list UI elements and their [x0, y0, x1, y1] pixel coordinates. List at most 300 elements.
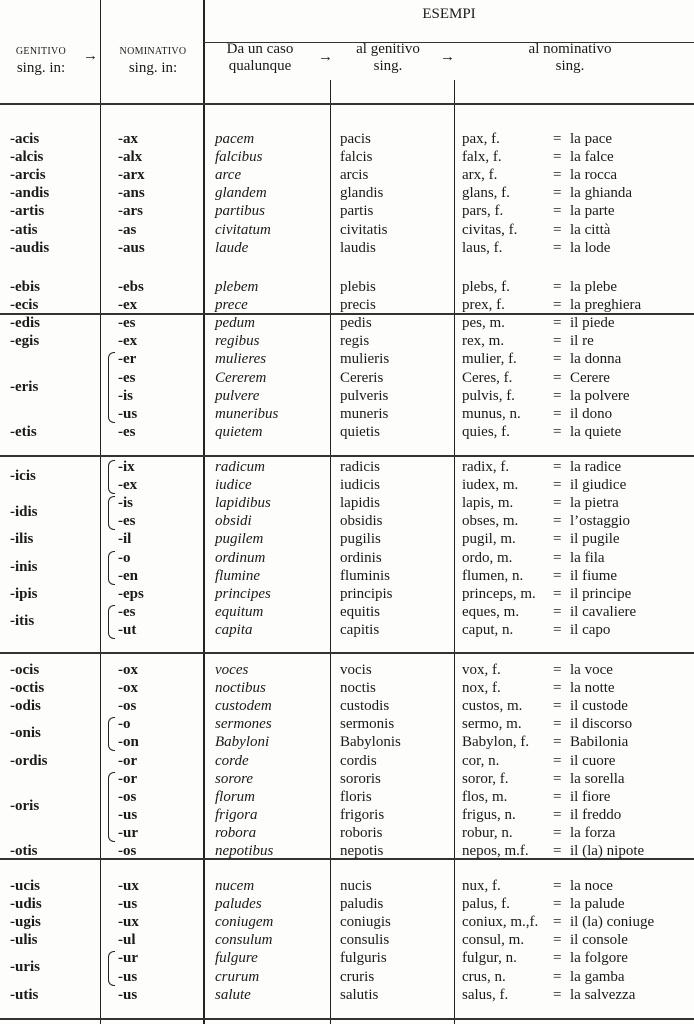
- genitive-ending-text: -idis: [10, 504, 38, 521]
- genitive-ending-text: -ipis: [10, 585, 38, 602]
- italian-meaning: il capo: [570, 621, 611, 638]
- example-nominative: consul: [462, 932, 502, 949]
- example-any-case: Cererem: [215, 369, 267, 386]
- example-nominative: cor: [462, 752, 481, 769]
- example-genitive: coniugis: [340, 914, 391, 931]
- example-genitive: lapidis: [340, 495, 380, 512]
- table-row: [0, 842, 694, 860]
- header-genitivo-sub: sing. in:: [16, 60, 66, 76]
- comma-separator: ,: [504, 567, 512, 584]
- equals-sign: =: [553, 297, 562, 314]
- example-nominative-entry: [462, 788, 507, 806]
- equals-sign: =: [553, 567, 562, 584]
- example-genitive: falcis: [340, 149, 373, 166]
- table-row: [0, 585, 694, 603]
- comma-separator: ,: [489, 549, 497, 566]
- example-any-case: ordinum: [215, 549, 266, 566]
- example-genitive: custodis: [340, 698, 390, 715]
- italian-meaning: il console: [570, 932, 628, 949]
- italian-meaning: il (la) nipote: [570, 843, 645, 859]
- example-nominative: flumen: [462, 567, 505, 584]
- example-nominative-entry: [462, 512, 518, 530]
- example-genitive: paludis: [340, 896, 384, 913]
- comma-separator: ,: [484, 680, 492, 697]
- header-genitivo-label: GENITIVO: [15, 46, 67, 57]
- table-row: [0, 314, 694, 332]
- nominative-ending: -o: [118, 716, 131, 733]
- table-row: [0, 221, 694, 239]
- equals-sign: =: [553, 405, 562, 422]
- table-row: [0, 405, 694, 423]
- italian-meaning: il fiume: [570, 567, 618, 584]
- example-genitive: nucis: [340, 878, 372, 894]
- example-genitive: cordis: [340, 752, 377, 769]
- example-any-case: radicum: [215, 459, 265, 475]
- header-caso: [210, 41, 310, 75]
- nominative-ending: -ur: [118, 824, 138, 841]
- header-caso-line1: Da un caso: [226, 41, 294, 57]
- example-genitive: nepotis: [340, 843, 384, 859]
- header-rule: [0, 103, 694, 105]
- example-nominative: ordo: [462, 549, 490, 566]
- italian-meaning: il freddo: [570, 806, 622, 823]
- italian-meaning: il cuore: [570, 752, 616, 769]
- gender: m.: [508, 932, 525, 949]
- table-row: [0, 184, 694, 202]
- gender: m.,f.: [510, 914, 539, 931]
- example-genitive: ordinis: [340, 549, 382, 566]
- genitive-ending-text: -inis: [10, 558, 38, 575]
- comma-separator: ,: [496, 603, 504, 620]
- nominative-ending: -ux: [118, 878, 139, 894]
- italian-meaning: la falce: [570, 149, 614, 166]
- equals-sign: =: [553, 279, 562, 295]
- header-genitivo: [0, 43, 82, 77]
- table-row: [0, 278, 694, 296]
- gender: n.: [501, 621, 514, 638]
- nominative-ending: -or: [118, 752, 138, 769]
- gender: m.: [502, 477, 519, 494]
- example-any-case: iudice: [215, 477, 252, 494]
- header-caso-line2: qualunque: [228, 58, 292, 74]
- nominative-ending: -il: [118, 531, 132, 548]
- example-nominative-entry: [462, 697, 522, 715]
- header-nex-line1: al nominativo: [528, 41, 612, 57]
- gender: m.: [488, 333, 505, 350]
- italian-meaning: il giudice: [570, 477, 627, 494]
- example-nominative: pes: [462, 315, 482, 332]
- comma-separator: ,: [490, 495, 498, 512]
- bottom-rule: [0, 1018, 694, 1020]
- example-nominative-entry: [462, 166, 497, 184]
- italian-meaning: la rocca: [570, 167, 618, 184]
- genitive-ending-text: -artis: [10, 203, 45, 220]
- example-nominative: pars: [462, 203, 487, 220]
- example-nominative-entry: [462, 895, 510, 913]
- italian-meaning: la parte: [570, 203, 615, 220]
- gender: f.: [491, 131, 500, 147]
- example-nominative: pugil: [462, 531, 493, 548]
- nominative-ending: -es: [118, 513, 136, 530]
- equals-sign: =: [553, 986, 562, 1003]
- comma-separator: ,: [493, 896, 502, 913]
- italian-meaning: la quiete: [570, 423, 622, 440]
- italian-meaning: il (la) coniuge: [570, 914, 655, 931]
- table-row: [0, 458, 694, 476]
- example-any-case: pacem: [215, 131, 255, 147]
- genitive-ending-text: -icis: [10, 468, 36, 485]
- header-nominativo-sub: sing. in:: [128, 60, 178, 76]
- example-any-case: plebem: [215, 279, 259, 295]
- example-nominative: flos: [462, 788, 485, 805]
- table-row: [0, 494, 694, 512]
- example-nominative: laus: [462, 239, 487, 256]
- example-nominative: nepos: [462, 843, 497, 859]
- example-nominative: palus: [462, 896, 494, 913]
- gender: m.: [503, 603, 520, 620]
- nominative-ending: -is: [118, 495, 133, 512]
- comma-separator: ,: [498, 950, 506, 967]
- equals-sign: =: [553, 167, 562, 184]
- example-genitive: pacis: [340, 131, 371, 147]
- gender: f.: [501, 185, 510, 202]
- equals-sign: =: [553, 878, 562, 894]
- example-nominative-entry: [462, 530, 516, 548]
- example-any-case: crurum: [215, 968, 260, 985]
- table-row: [0, 567, 694, 585]
- example-genitive: Babylonis: [340, 734, 401, 751]
- example-nominative-entry: [462, 549, 512, 567]
- table-row: [0, 697, 694, 715]
- italian-meaning: il discorso: [570, 716, 633, 733]
- nominative-ending: -us: [118, 986, 138, 1003]
- example-nominative-entry: [462, 405, 521, 423]
- example-genitive: fluminis: [340, 567, 391, 584]
- example-nominative: iudex: [462, 477, 496, 494]
- example-any-case: pugilem: [215, 531, 264, 548]
- example-nominative-entry: [462, 387, 515, 405]
- example-nominative: civitas: [462, 221, 502, 238]
- gender: f.: [499, 770, 509, 787]
- example-genitive: obsidis: [340, 513, 383, 530]
- comma-separator: ,: [492, 986, 500, 1003]
- nominative-ending: -ex: [118, 477, 138, 494]
- comma-separator: ,: [512, 734, 521, 751]
- equals-sign: =: [553, 351, 562, 368]
- example-nominative: Babylon: [462, 734, 513, 751]
- comma-separator: ,: [486, 239, 494, 256]
- gender: f.: [494, 203, 504, 220]
- equals-sign: =: [553, 824, 562, 841]
- gender: f.: [506, 387, 515, 404]
- example-nominative: obses: [462, 513, 496, 530]
- example-any-case: regibus: [215, 333, 260, 350]
- table-row: [0, 824, 694, 842]
- comma-separator: ,: [512, 585, 521, 602]
- italian-meaning: la ghianda: [570, 185, 633, 202]
- equals-sign: =: [553, 806, 562, 823]
- nominative-ending: -is: [118, 387, 133, 404]
- example-genitive: mulieris: [340, 351, 390, 368]
- example-genitive: vocis: [340, 662, 372, 678]
- table-row: [0, 986, 694, 1004]
- comma-separator: ,: [496, 369, 504, 386]
- example-nominative-entry: [462, 369, 512, 387]
- nominative-ending: -us: [118, 896, 138, 913]
- example-nominative: soror: [462, 770, 493, 787]
- nominative-ending: -es: [118, 369, 136, 386]
- example-nominative: vox: [462, 662, 485, 678]
- example-nominative: fulgur: [462, 950, 499, 967]
- example-any-case: sermones: [215, 716, 272, 733]
- equals-sign: =: [553, 185, 562, 202]
- italian-meaning: la città: [570, 221, 611, 238]
- comma-separator: ,: [502, 914, 511, 931]
- example-nominative: princeps: [462, 585, 513, 602]
- table-row: [0, 806, 694, 824]
- gender: f.: [492, 149, 502, 166]
- equals-sign: =: [553, 149, 562, 166]
- table-row: [0, 148, 694, 166]
- gender: f.: [492, 662, 501, 678]
- example-nominative-entry: [462, 715, 522, 733]
- comma-separator: ,: [498, 716, 507, 733]
- genitive-ending-text: -arcis: [10, 167, 46, 184]
- table-row: [0, 949, 694, 967]
- example-genitive: pugilis: [340, 531, 381, 548]
- italian-meaning: il custode: [570, 698, 628, 715]
- equals-sign: =: [553, 896, 562, 913]
- example-nominative-entry: [462, 877, 501, 895]
- nominative-ending: -ut: [118, 621, 137, 638]
- nominative-ending: -es: [118, 423, 136, 440]
- comma-separator: ,: [494, 621, 502, 638]
- gender: f.: [500, 459, 510, 475]
- genitive-ending-text: -eris: [10, 378, 39, 395]
- example-nominative: pulvis: [462, 387, 499, 404]
- example-any-case: obsidi: [215, 513, 252, 530]
- table-row: [0, 788, 694, 806]
- table-row: [0, 476, 694, 494]
- comma-separator: ,: [497, 806, 505, 823]
- italian-meaning: la donna: [570, 351, 622, 368]
- genitive-ending-text: -ugis: [10, 914, 41, 931]
- italian-meaning: la gamba: [570, 968, 625, 985]
- example-genitive: roboris: [340, 824, 383, 841]
- genitive-ending-text: -udis: [10, 896, 42, 913]
- gender: f.: [492, 878, 501, 894]
- italian-meaning: la forza: [570, 824, 616, 841]
- table-row: [0, 239, 694, 257]
- example-any-case: capita: [215, 621, 253, 638]
- italian-meaning: la pietra: [570, 495, 619, 512]
- nominative-ending: -or: [118, 770, 138, 787]
- nominative-ending: -en: [118, 567, 138, 584]
- table-row: [0, 603, 694, 621]
- example-nominative: radix: [462, 459, 493, 475]
- example-nominative-entry: [462, 585, 536, 603]
- table-row: [0, 931, 694, 949]
- example-genitive: precis: [340, 297, 376, 314]
- equals-sign: =: [553, 513, 562, 530]
- group-separator: [0, 455, 694, 457]
- table-row: [0, 130, 694, 148]
- comma-separator: ,: [483, 131, 492, 147]
- example-any-case: voces: [215, 662, 249, 678]
- example-genitive: radicis: [340, 459, 380, 475]
- example-nominative: munus: [462, 405, 503, 422]
- example-any-case: corde: [215, 752, 249, 769]
- example-nominative: salus: [462, 986, 492, 1003]
- example-nominative-entry: [462, 949, 517, 967]
- comma-separator: ,: [501, 221, 509, 238]
- example-nominative: Ceres: [462, 369, 497, 386]
- example-nominative-entry: [462, 458, 509, 476]
- equals-sign: =: [553, 914, 562, 931]
- example-nominative: falx: [462, 149, 486, 166]
- table-row: [0, 387, 694, 405]
- example-any-case: civitatum: [215, 221, 271, 238]
- genitive-ending-text: -ecis: [10, 297, 39, 314]
- equals-sign: =: [553, 680, 562, 697]
- comma-separator: ,: [497, 843, 505, 859]
- gender: f.: [503, 369, 513, 386]
- italian-meaning: il fiore: [570, 788, 611, 805]
- genitive-ending-text: -otis: [10, 843, 38, 859]
- italian-meaning: la radice: [570, 459, 622, 475]
- gender: n.: [501, 824, 513, 841]
- example-genitive: consulis: [340, 932, 390, 949]
- example-nominative-entry: [462, 314, 505, 332]
- italian-meaning: l’ostaggio: [570, 513, 630, 530]
- example-genitive: frigoris: [340, 806, 385, 823]
- example-nominative: frigus: [462, 806, 497, 823]
- example-nominative: nox: [462, 680, 485, 697]
- example-genitive: regis: [340, 333, 370, 350]
- example-nominative-entry: [462, 770, 508, 788]
- nominative-ending: -ans: [118, 185, 145, 202]
- example-any-case: sorore: [215, 770, 254, 787]
- equals-sign: =: [553, 843, 562, 859]
- example-genitive: sermonis: [340, 716, 395, 733]
- italian-meaning: la notte: [570, 680, 615, 697]
- example-nominative: coniux: [462, 914, 503, 931]
- comma-separator: ,: [493, 824, 502, 841]
- nominative-ending: -us: [118, 806, 138, 823]
- example-genitive: capitis: [340, 621, 380, 638]
- equals-sign: =: [553, 950, 562, 967]
- example-nominative-entry: [462, 806, 516, 824]
- example-any-case: muneribus: [215, 405, 279, 422]
- table-row: [0, 895, 694, 913]
- comma-separator: ,: [484, 788, 492, 805]
- example-any-case: paludes: [215, 896, 262, 913]
- italian-meaning: la lode: [570, 239, 611, 256]
- example-genitive: glandis: [340, 185, 384, 202]
- example-genitive: pulveris: [340, 387, 389, 404]
- genitive-ending-text: -acis: [10, 131, 40, 147]
- example-nominative: rex: [462, 333, 482, 350]
- table-row: [0, 877, 694, 895]
- italian-meaning: il cavaliere: [570, 603, 637, 620]
- equals-sign: =: [553, 531, 562, 548]
- header-nominativo: [104, 43, 202, 77]
- comma-separator: ,: [488, 297, 497, 314]
- genitive-ending-text: -octis: [10, 680, 45, 697]
- example-any-case: arce: [215, 167, 242, 184]
- example-genitive: partis: [340, 203, 374, 220]
- gender: f.: [508, 351, 517, 368]
- example-nominative: crus: [462, 968, 487, 985]
- nominative-ending: -ul: [118, 932, 136, 949]
- arrow-icon: →: [83, 48, 98, 64]
- example-genitive: principis: [340, 585, 393, 602]
- equals-sign: =: [553, 495, 562, 512]
- comma-separator: ,: [492, 770, 500, 787]
- italian-meaning: la fila: [570, 549, 605, 566]
- table-row: [0, 369, 694, 387]
- italian-meaning: la pace: [570, 131, 613, 147]
- genitive-ending-text: -andis: [10, 185, 50, 202]
- italian-meaning: la preghiera: [570, 297, 642, 314]
- example-nominative-entry: [462, 130, 500, 148]
- gender: f.: [493, 239, 503, 256]
- italian-meaning: la noce: [570, 878, 613, 894]
- comma-separator: ,: [493, 185, 502, 202]
- table-row: [0, 661, 694, 679]
- table-row: [0, 715, 694, 733]
- example-nominative-entry: [462, 567, 523, 585]
- example-any-case: consulum: [215, 932, 273, 949]
- comma-separator: ,: [495, 477, 503, 494]
- gender: m.: [520, 585, 536, 602]
- example-nominative-entry: [462, 476, 518, 494]
- example-nominative-entry: [462, 278, 510, 296]
- table-row: [0, 770, 694, 788]
- example-nominative: quies: [462, 423, 494, 440]
- equals-sign: =: [553, 477, 562, 494]
- table-row: [0, 512, 694, 530]
- table-row: [0, 423, 694, 441]
- italian-meaning: Babilonia: [570, 734, 629, 751]
- example-any-case: fulgure: [215, 950, 258, 967]
- arrow-icon: →: [318, 49, 333, 65]
- comma-separator: ,: [492, 531, 501, 548]
- gender: m.: [497, 495, 514, 512]
- gender: m.: [507, 698, 523, 715]
- example-nominative: custos: [462, 698, 500, 715]
- gender: n.: [504, 806, 516, 823]
- genitive-ending-text: -egis: [10, 333, 40, 350]
- comma-separator: ,: [495, 513, 503, 530]
- table-row: [0, 968, 694, 986]
- example-genitive: Cereris: [340, 369, 384, 386]
- nominative-ending: -es: [118, 603, 136, 620]
- table-row: [0, 752, 694, 770]
- example-any-case: pulvere: [215, 387, 260, 404]
- arrow-icon: →: [440, 49, 455, 65]
- gender: m.: [502, 513, 519, 530]
- gender: f.: [496, 297, 505, 314]
- example-any-case: principes: [215, 585, 271, 602]
- example-nominative-entry: [462, 842, 529, 860]
- example-any-case: glandem: [215, 185, 267, 202]
- example-genitive: floris: [340, 788, 372, 805]
- example-genitive: cruris: [340, 968, 375, 985]
- example-any-case: partibus: [215, 203, 266, 220]
- example-nominative-entry: [462, 221, 517, 239]
- nominative-ending: -os: [118, 788, 137, 805]
